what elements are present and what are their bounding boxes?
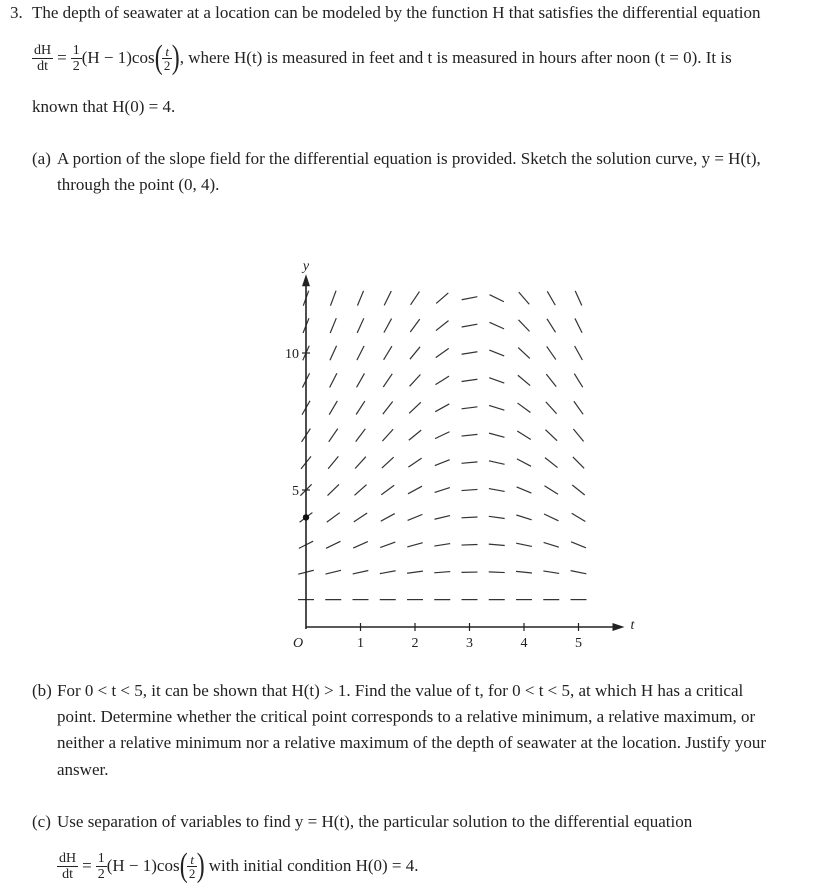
slope-segment (545, 458, 558, 468)
slope-segment (329, 429, 338, 442)
t-numerator: t (165, 43, 169, 59)
slope-segment (410, 375, 421, 387)
slope-segment (489, 405, 504, 410)
slope-field-chart (260, 225, 640, 665)
slope-segment (572, 485, 584, 495)
slope-segment (518, 403, 531, 412)
slope-segment (547, 291, 555, 305)
slope-segment (436, 321, 449, 331)
axes (302, 274, 625, 631)
slope-segment (411, 292, 420, 305)
slope-segment (380, 571, 396, 574)
slope-segment (353, 570, 369, 573)
slope-segment (355, 485, 367, 496)
part-a-line2: through the point (0, 4). (57, 175, 220, 194)
part-c-label: (c) (32, 812, 51, 831)
t-axis-arrow-icon (613, 623, 625, 631)
slope-segment (517, 459, 531, 466)
slope-segment (380, 542, 395, 548)
slope-segment (409, 402, 421, 413)
right-paren: ) (172, 39, 181, 76)
slope-segment (573, 429, 583, 441)
slope-segment (381, 514, 395, 522)
slope-segment (575, 291, 582, 306)
slope-segment (326, 541, 340, 548)
slope-segment (574, 401, 583, 414)
slope-segment (572, 513, 586, 521)
slope-segment (519, 292, 530, 304)
t-axis-label: t (630, 618, 635, 633)
slope-segment (546, 374, 556, 387)
slope-segment (330, 373, 337, 387)
slope-segment (489, 378, 504, 383)
slope-segment (330, 346, 337, 361)
slope-segment (462, 324, 478, 327)
slope-segment (489, 489, 505, 492)
slope-segment (410, 319, 419, 332)
slope-segment (490, 295, 504, 302)
equation-body: (H − 1)cos (81, 48, 155, 67)
x-tick-label: 5 (575, 636, 582, 651)
slope-segment (381, 485, 394, 494)
slope-segment (408, 514, 423, 520)
c-derivative-numerator: dH (59, 850, 77, 866)
slope-segment (357, 373, 365, 387)
slope-segment (516, 543, 532, 546)
c-half-fraction (96, 851, 107, 882)
slope-segment (407, 543, 422, 547)
slope-segment (435, 488, 450, 493)
part-c-line1: Use separation of variables to find y = H(t), the particular solution to the differential equation (57, 812, 693, 831)
slope-segment (382, 457, 394, 468)
slope-segment (547, 346, 556, 359)
slope-segment (462, 545, 478, 546)
tick-labels (285, 259, 636, 651)
slope-segment (384, 291, 391, 305)
slope-segment (574, 374, 582, 388)
part-b-line1: For 0 < t < 5, it can be shown that H(t) > 1. Find the value of t, for 0 < t < 5, at which H has a critical (57, 681, 744, 700)
slope-segment (462, 462, 478, 463)
slope-segment (329, 401, 337, 415)
slope-segment (517, 487, 532, 493)
origin-label: O (292, 636, 304, 651)
c-right-paren: ) (197, 847, 206, 884)
slope-segment (462, 489, 478, 490)
c-half-numerator: 1 (97, 850, 105, 866)
slope-segment (489, 516, 505, 518)
slope-segments (298, 291, 587, 600)
slope-segment (383, 374, 392, 387)
slope-segment (434, 572, 450, 573)
slope-segment (489, 461, 505, 465)
slope-segment (462, 352, 478, 355)
slope-segment (546, 402, 557, 414)
c-derivative-denominator: dt (57, 866, 78, 882)
y-tick-label: 10 (285, 347, 299, 362)
part-a-line1: A portion of the slope field for the differential equation is provided. Sketch the solution curve, y = H(t), (57, 149, 761, 168)
slope-segment (462, 407, 478, 409)
slope-segment (573, 457, 584, 468)
half-fraction (71, 43, 82, 74)
equals-sign: = (57, 48, 67, 67)
equation-description: , where H(t) is measured in feet and t is measured in hours after noon (t = 0). It is (179, 48, 732, 67)
slope-segment (328, 456, 338, 468)
c-left-paren: ( (179, 847, 188, 884)
slope-segment (489, 350, 504, 356)
slope-segment (544, 542, 559, 547)
slope-segment (544, 486, 558, 495)
problem-intro: The depth of seawater at a location can be modeled by the function H that satisfies the differential equation (32, 3, 761, 22)
part-b-line4: answer. (57, 760, 109, 779)
slope-segment (462, 517, 478, 518)
slope-segment (516, 571, 532, 573)
differential-equation (32, 38, 732, 78)
x-tick-label: 3 (466, 636, 473, 651)
slope-segment (435, 432, 449, 439)
slope-segment (356, 401, 365, 414)
half-denominator: 2 (72, 58, 80, 74)
part-b-line3: neither a relative minimum nor a relative maximum of the depth of seawater at the location. Justify your (57, 733, 767, 752)
c-t-numerator: t (190, 851, 194, 867)
c-derivative-fraction (57, 851, 78, 882)
slope-segment (516, 515, 531, 520)
slope-segment (489, 322, 504, 329)
slope-segment (435, 404, 449, 412)
slope-segment (547, 319, 556, 333)
slope-segment (330, 318, 336, 333)
slope-segment (436, 293, 448, 304)
slope-segment (489, 572, 505, 573)
slope-segment (575, 318, 582, 332)
slope-segment (327, 513, 340, 522)
c-equation-body: (H − 1)cos (106, 856, 180, 875)
slope-segment (357, 318, 364, 333)
slope-segment (518, 348, 530, 359)
initial-condition: known that H(0) = 4. (32, 97, 176, 116)
slope-segment (571, 542, 586, 548)
x-tick-label: 1 (357, 636, 364, 651)
slope-segment (436, 348, 449, 357)
slope-segment (355, 457, 366, 469)
slope-segment (408, 486, 422, 494)
slope-segment (543, 571, 559, 574)
slope-segment (489, 544, 505, 545)
slope-segment (571, 571, 587, 574)
slope-segment (462, 379, 478, 381)
half-numerator: 1 (72, 42, 80, 58)
slope-segment (354, 513, 367, 522)
slope-segment (434, 516, 450, 520)
slope-segment (435, 376, 449, 385)
slope-segment (325, 570, 341, 574)
c-half-denominator: 2 (97, 866, 105, 882)
slope-segment (384, 319, 392, 333)
slope-segment (544, 514, 558, 521)
problem-number: 3. (10, 3, 23, 22)
slope-segment (330, 291, 336, 306)
slope-segment (462, 297, 478, 300)
slope-segment (462, 434, 478, 436)
x-tick-label: 4 (520, 636, 528, 651)
y-tick-label: 5 (292, 484, 299, 499)
left-paren: ( (154, 39, 163, 76)
slope-segment (384, 346, 392, 360)
slope-segment (434, 544, 450, 547)
c-initial-condition: with initial condition H(0) = 4. (208, 856, 419, 875)
slope-segment (408, 458, 421, 467)
slope-segment (356, 429, 366, 442)
slope-segment (328, 484, 339, 495)
derivative-denominator: dt (32, 58, 53, 74)
slope-segment (435, 460, 450, 466)
part-a-label: (a) (32, 149, 51, 168)
part-b-label: (b) (32, 681, 52, 700)
initial-point-marker (303, 514, 309, 520)
slope-segment (410, 347, 420, 359)
part-c-equation (57, 844, 419, 888)
slope-segment (407, 571, 423, 573)
slope-segment (383, 401, 393, 414)
derivative-fraction (32, 43, 53, 74)
slope-segment (545, 430, 557, 441)
slope-segment (357, 346, 364, 360)
slope-segment (575, 346, 583, 360)
slope-segment (353, 542, 368, 548)
two-denominator: 2 (163, 57, 171, 73)
slope-segment (357, 291, 363, 306)
slope-segment (382, 429, 393, 441)
c-equals-sign: = (82, 856, 92, 875)
x-tick-label: 2 (411, 636, 419, 651)
slope-segment (409, 430, 421, 440)
slope-segment (518, 320, 529, 332)
slope-segment (517, 431, 531, 440)
y-axis-arrow-icon (302, 274, 310, 286)
slope-segment (518, 375, 530, 385)
c-two-denominator: 2 (188, 865, 196, 881)
derivative-numerator: dH (34, 42, 52, 58)
part-b-line2: point. Determine whether the critical point corresponds to a relative minimum, a relative maximum, or (57, 707, 756, 726)
y-axis-label: y (302, 259, 310, 275)
slope-segment (489, 433, 504, 437)
